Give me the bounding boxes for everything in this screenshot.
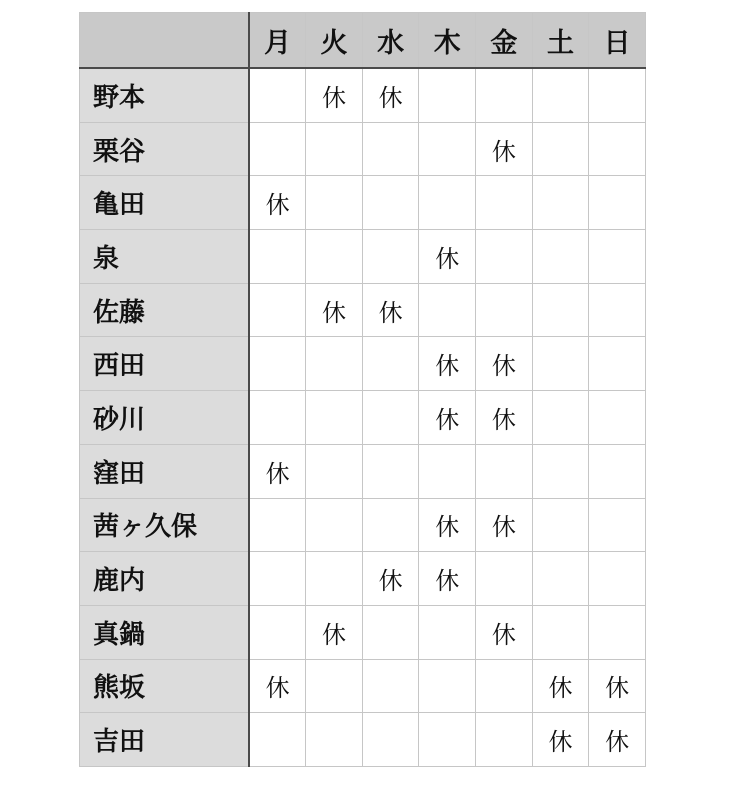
schedule-cell[interactable] — [362, 713, 419, 767]
schedule-cell[interactable]: 休 — [419, 498, 476, 552]
employee-name-cell[interactable]: 西田 — [80, 337, 250, 391]
schedule-cell[interactable] — [306, 391, 363, 445]
schedule-cell[interactable] — [589, 498, 646, 552]
schedule-cell[interactable] — [532, 444, 589, 498]
schedule-cell[interactable] — [249, 605, 306, 659]
schedule-cell[interactable] — [249, 283, 306, 337]
schedule-cell[interactable] — [532, 122, 589, 176]
schedule-cell[interactable]: 休 — [306, 283, 363, 337]
schedule-cell[interactable] — [306, 498, 363, 552]
table-row — [80, 283, 646, 337]
schedule-cell[interactable]: 休 — [362, 283, 419, 337]
schedule-cell[interactable] — [476, 659, 533, 713]
schedule-cell[interactable] — [249, 552, 306, 606]
table-row — [80, 498, 646, 552]
employee-name-cell[interactable]: 熊坂 — [80, 659, 250, 713]
schedule-cell[interactable] — [362, 498, 419, 552]
schedule-cell[interactable] — [249, 337, 306, 391]
schedule-cell[interactable] — [476, 68, 533, 122]
schedule-cell[interactable] — [419, 122, 476, 176]
schedule-cell[interactable] — [306, 552, 363, 606]
schedule-cell[interactable]: 休 — [306, 605, 363, 659]
schedule-cell[interactable] — [306, 122, 363, 176]
schedule-cell[interactable]: 休 — [419, 337, 476, 391]
schedule-cell[interactable] — [589, 337, 646, 391]
schedule-cell[interactable] — [532, 68, 589, 122]
schedule-cell[interactable] — [476, 713, 533, 767]
employee-name-cell[interactable]: 佐藤 — [80, 283, 250, 337]
schedule-cell[interactable]: 休 — [476, 605, 533, 659]
schedule-cell[interactable] — [589, 68, 646, 122]
schedule-cell[interactable] — [476, 552, 533, 606]
schedule-cell[interactable]: 休 — [419, 391, 476, 445]
day-header-tue[interactable]: 火 — [306, 13, 363, 69]
schedule-cell[interactable] — [419, 176, 476, 230]
day-header-mon[interactable]: 月 — [249, 13, 306, 69]
schedule-cell[interactable] — [249, 713, 306, 767]
schedule-cell[interactable] — [589, 283, 646, 337]
schedule-cell[interactable] — [419, 283, 476, 337]
employee-name-cell[interactable]: 泉 — [80, 230, 250, 284]
schedule-cell[interactable] — [532, 337, 589, 391]
schedule-cell[interactable] — [362, 391, 419, 445]
table-row — [80, 122, 646, 176]
schedule-cell[interactable] — [419, 444, 476, 498]
schedule-cell[interactable] — [362, 659, 419, 713]
schedule-cell[interactable] — [362, 444, 419, 498]
schedule-cell[interactable] — [362, 122, 419, 176]
schedule-cell[interactable] — [476, 176, 533, 230]
schedule-cell[interactable]: 休 — [589, 659, 646, 713]
schedule-cell[interactable] — [589, 391, 646, 445]
schedule-cell[interactable] — [362, 230, 419, 284]
schedule-cell[interactable] — [306, 230, 363, 284]
schedule-cell[interactable] — [476, 444, 533, 498]
table-row — [80, 713, 646, 767]
schedule-cell[interactable]: 休 — [532, 659, 589, 713]
employee-name-cell[interactable]: 鹿内 — [80, 552, 250, 606]
schedule-cell[interactable] — [476, 283, 533, 337]
employee-name-cell[interactable]: 吉田 — [80, 713, 250, 767]
schedule-cell[interactable] — [249, 122, 306, 176]
schedule-cell[interactable]: 休 — [476, 391, 533, 445]
table-row — [80, 337, 646, 391]
schedule-cell[interactable] — [589, 552, 646, 606]
schedule-cell[interactable]: 休 — [249, 659, 306, 713]
day-header-thu[interactable]: 木 — [419, 13, 476, 69]
schedule-cell[interactable] — [532, 283, 589, 337]
schedule-cell[interactable]: 休 — [306, 68, 363, 122]
table-row — [80, 444, 646, 498]
table-row — [80, 659, 646, 713]
corner-cell[interactable] — [80, 13, 250, 69]
schedule-cell[interactable]: 休 — [419, 552, 476, 606]
header-row — [80, 13, 646, 69]
schedule-cell[interactable] — [249, 230, 306, 284]
schedule-cell[interactable] — [306, 444, 363, 498]
schedule-cell[interactable]: 休 — [419, 230, 476, 284]
schedule-cell[interactable] — [249, 391, 306, 445]
schedule-cell[interactable] — [532, 498, 589, 552]
schedule-cell[interactable]: 休 — [589, 713, 646, 767]
day-header-sat[interactable]: 土 — [532, 13, 589, 69]
schedule-cell[interactable] — [249, 68, 306, 122]
schedule-cell[interactable]: 休 — [476, 122, 533, 176]
schedule-cell[interactable] — [589, 176, 646, 230]
schedule-cell[interactable] — [306, 176, 363, 230]
schedule-cell[interactable] — [419, 605, 476, 659]
schedule-cell[interactable] — [249, 498, 306, 552]
employee-name-cell[interactable]: 野本 — [80, 68, 250, 122]
schedule-cell[interactable] — [532, 391, 589, 445]
schedule-cell[interactable]: 休 — [476, 498, 533, 552]
table-row — [80, 230, 646, 284]
schedule-cell[interactable] — [589, 230, 646, 284]
schedule-cell[interactable] — [362, 605, 419, 659]
schedule-cell[interactable]: 休 — [362, 552, 419, 606]
employee-name-cell[interactable]: 亀田 — [80, 176, 250, 230]
schedule-cell[interactable] — [589, 444, 646, 498]
schedule-cell[interactable]: 休 — [249, 444, 306, 498]
table-row — [80, 552, 646, 606]
schedule-cell[interactable] — [532, 605, 589, 659]
schedule-cell[interactable] — [589, 605, 646, 659]
employee-name-cell[interactable]: 窪田 — [80, 444, 250, 498]
schedule-cell[interactable] — [476, 230, 533, 284]
schedule-cell[interactable] — [419, 68, 476, 122]
employee-name-cell[interactable]: 真鍋 — [80, 605, 250, 659]
schedule-cell[interactable] — [532, 230, 589, 284]
employee-name-cell[interactable]: 栗谷 — [80, 122, 250, 176]
schedule-cell[interactable]: 休 — [362, 68, 419, 122]
schedule-cell[interactable]: 休 — [532, 713, 589, 767]
schedule-cell[interactable] — [589, 122, 646, 176]
schedule-cell[interactable] — [532, 552, 589, 606]
schedule-cell[interactable] — [532, 176, 589, 230]
table-row — [80, 605, 646, 659]
employee-name-cell[interactable]: 茜ヶ久保 — [80, 498, 250, 552]
schedule-cell[interactable] — [362, 337, 419, 391]
schedule-cell[interactable] — [306, 713, 363, 767]
day-header-sun[interactable]: 日 — [589, 13, 646, 69]
schedule-cell[interactable]: 休 — [249, 176, 306, 230]
schedule-cell[interactable] — [419, 713, 476, 767]
table-row — [80, 176, 646, 230]
day-header-wed[interactable]: 水 — [362, 13, 419, 69]
schedule-cell[interactable] — [306, 659, 363, 713]
schedule-cell[interactable] — [419, 659, 476, 713]
schedule-cell[interactable] — [362, 176, 419, 230]
schedule-cell[interactable]: 休 — [476, 337, 533, 391]
day-header-fri[interactable]: 金 — [476, 13, 533, 69]
schedule-cell[interactable] — [306, 337, 363, 391]
table-row — [80, 391, 646, 445]
shift-table — [79, 12, 646, 767]
table-row — [80, 68, 646, 122]
employee-name-cell[interactable]: 砂川 — [80, 391, 250, 445]
